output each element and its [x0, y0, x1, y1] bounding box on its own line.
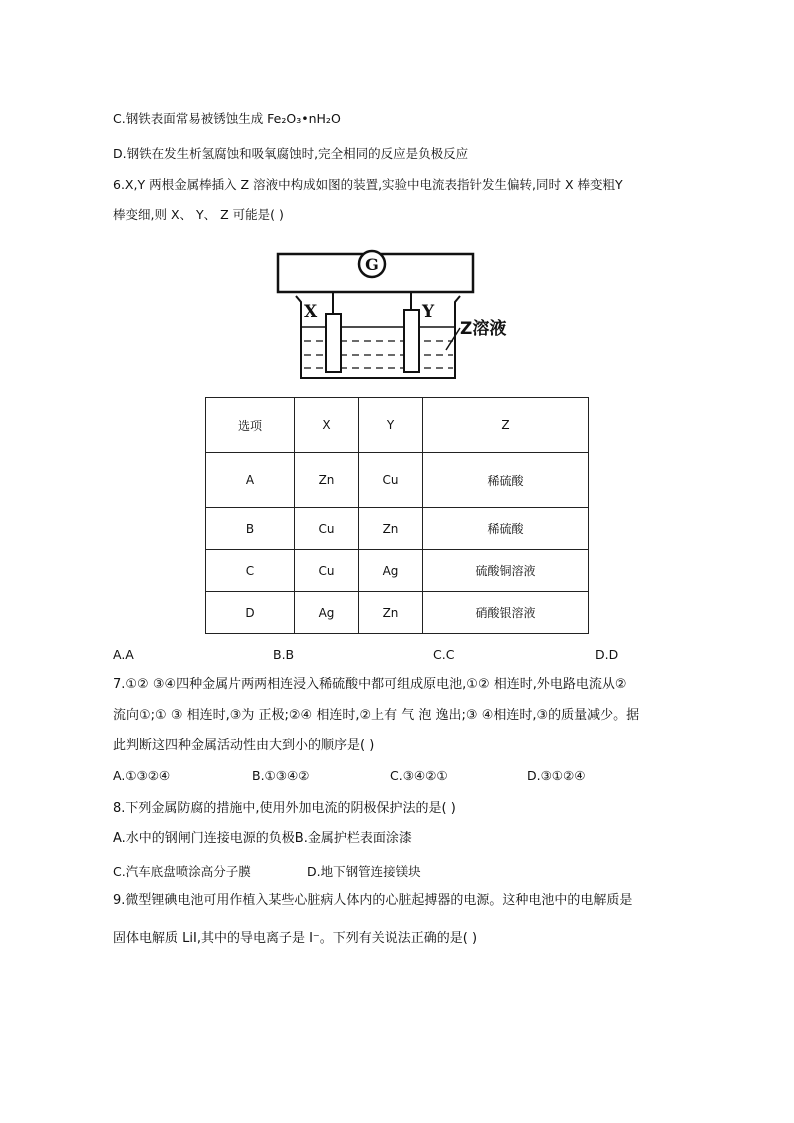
y-label: Y	[422, 302, 435, 322]
beaker	[296, 296, 460, 378]
options-table	[205, 397, 589, 634]
q7-option-a: A.①③②④	[113, 768, 171, 783]
table-cell: 硫酸铜溶液	[423, 550, 589, 592]
galvanometer-label: G	[365, 255, 379, 274]
table-cell: Cu	[359, 453, 423, 508]
table-cell: 稀硫酸	[423, 508, 589, 550]
q7-option-c: C.③④②①	[390, 768, 448, 783]
q6-option-a: A.A	[113, 647, 134, 662]
solution-label: Z溶液	[460, 319, 507, 339]
table-cell: Zn	[295, 453, 359, 508]
question-9-line-2: 固体电解质 LiI,其中的导电离子是 I⁻。下列有关说法正确的是( )	[113, 931, 478, 946]
table-cell: Cu	[295, 508, 359, 550]
question-7-line-2: 流向①;① ③ 相连时,③为 正极;②④ 相连时,②上有 气 泡 逸出;③ ④相连时,③的质量减少。据	[113, 708, 640, 723]
table-cell: 稀硫酸	[423, 453, 589, 508]
table-row	[206, 592, 589, 634]
q8-option-d: D.地下钢管连接镁块	[307, 864, 421, 879]
x-electrode	[326, 314, 341, 372]
table-cell: Zn	[359, 592, 423, 634]
question-8-options-ab: A.水中的钢闸门连接电源的负极B.金属护栏表面涂漆	[113, 831, 412, 846]
table-cell: C	[206, 550, 295, 592]
table-cell: Ag	[359, 550, 423, 592]
table-cell: D	[206, 592, 295, 634]
q8-option-c: C.汽车底盘喷涂高分子膜	[113, 864, 251, 879]
table-cell: 硝酸银溶液	[423, 592, 589, 634]
question-8-stem: 8.下列金属防腐的措施中,使用外加电流的阴极保护法的是( )	[113, 801, 456, 816]
q7-option-b: B.①③④②	[252, 768, 310, 783]
table-cell: B	[206, 508, 295, 550]
x-label: X	[304, 302, 318, 322]
question-7-line-3: 此判断这四种金属活动性由大到小的顺序是( )	[113, 738, 375, 753]
galvanic-cell-diagram	[268, 244, 528, 384]
option-c-line: C.钢铁表面常易被锈蚀生成 Fe₂O₃•nH₂O	[113, 111, 341, 126]
solution-pointer	[446, 328, 460, 350]
q6-option-b: B.B	[273, 647, 295, 662]
q7-option-d: D.③①②④	[527, 768, 586, 783]
table-header-row	[206, 398, 589, 453]
y-electrode	[404, 310, 419, 372]
table-row	[206, 550, 589, 592]
question-6-line-1: 6.X,Y 两根金属棒插入 Z 溶液中构成如图的装置,实验中电流表指针发生偏转,同时 X 棒变粗Y	[113, 177, 623, 192]
table-cell: A	[206, 453, 295, 508]
table-row	[206, 508, 589, 550]
q6-option-d: D.D	[595, 647, 619, 662]
table-header: Y	[359, 398, 423, 453]
question-6-line-2: 棒变细,则 X、 Y、 Z 可能是( )	[113, 207, 284, 222]
table-cell: Zn	[359, 508, 423, 550]
q6-option-c: C.C	[433, 647, 455, 662]
table-cell: Ag	[295, 592, 359, 634]
question-7-line-1: 7.①② ③④四种金属片两两相连浸入稀硫酸中都可组成原电池,①② 相连时,外电路电流从②	[113, 677, 627, 692]
table-row	[206, 453, 589, 508]
table-header: 选项	[206, 398, 295, 453]
option-d-line: D.钢铁在发生析氢腐蚀和吸氧腐蚀时,完全相同的反应是负极反应	[113, 146, 469, 161]
table-cell: Cu	[295, 550, 359, 592]
question-9-line-1: 9.微型锂碘电池可用作植入某些心脏病人体内的心脏起搏器的电源。这种电池中的电解质是	[113, 893, 633, 908]
table-header: X	[295, 398, 359, 453]
table-header: Z	[423, 398, 589, 453]
